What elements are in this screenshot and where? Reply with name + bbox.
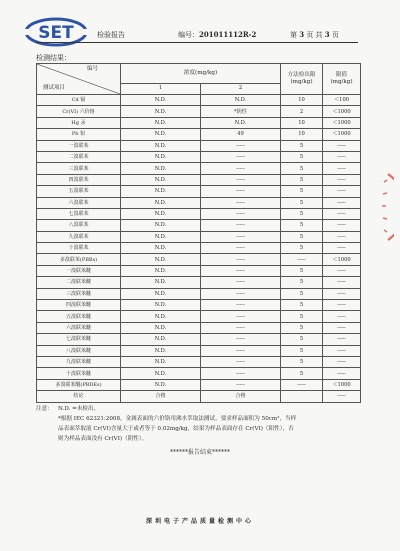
item-cell: Cr(VI) 六价铬 — [37, 106, 121, 117]
value-2-cell: ----- — [201, 186, 281, 197]
item-cell: 四溴联苯 — [37, 174, 121, 185]
table-row — [37, 129, 361, 140]
item-cell: Pb 铅 — [37, 129, 121, 140]
value-1-cell: N.D. — [121, 334, 201, 345]
table-row — [37, 231, 361, 242]
page-middle: 页 共 — [304, 31, 325, 39]
value-1-cell: N.D. — [121, 163, 201, 174]
table-row — [37, 174, 361, 185]
value-2-cell: ----- — [201, 379, 281, 390]
section-label: 检测结果： — [36, 54, 71, 62]
table-row — [37, 220, 361, 231]
mdl-cell: 5 — [281, 368, 323, 379]
page-suffix: 页 — [329, 31, 339, 39]
note-line-1: N.D. =未检出。 — [58, 406, 100, 412]
page-current: 3 — [299, 30, 305, 39]
value-2-cell: ----- — [201, 288, 281, 299]
value-2-cell: ----- — [201, 163, 281, 174]
value-2-cell: 合格 — [201, 391, 281, 402]
report-number-value: 201011112R-2 — [199, 30, 257, 39]
item-cell: 结论 — [37, 391, 121, 402]
value-1-cell: N.D. — [121, 186, 201, 197]
results-body — [37, 95, 361, 403]
mdl-cell: 5 — [281, 186, 323, 197]
limit-cell: ----- — [323, 186, 361, 197]
item-cell: 四溴联苯醚 — [37, 300, 121, 311]
value-1-cell: N.D. — [121, 140, 201, 151]
item-cell: 九溴联苯醚 — [37, 356, 121, 367]
corner-top-label: 编号 — [86, 66, 98, 72]
limit-cell: ----- — [323, 140, 361, 151]
value-2-cell: ----- — [201, 243, 281, 254]
value-1-cell: N.D. — [121, 129, 201, 140]
value-1-cell: N.D. — [121, 243, 201, 254]
value-2-cell: 49 — [201, 129, 281, 140]
mdl-cell: 5 — [281, 345, 323, 356]
mdl-cell: 10 — [281, 117, 323, 128]
value-2-cell: ----- — [201, 208, 281, 219]
mdl-cell — [281, 391, 323, 402]
page-prefix: 第 — [290, 31, 300, 39]
limit-header-line2: (mg/kg) — [330, 79, 353, 85]
item-cell: 二溴联苯 — [37, 151, 121, 162]
value-1-cell: N.D. — [121, 197, 201, 208]
item-cell: 一溴联苯 — [37, 140, 121, 151]
value-2-cell: ----- — [201, 356, 281, 367]
item-cell: 多溴联苯(PBBs) — [37, 254, 121, 265]
value-2-cell: ----- — [201, 151, 281, 162]
table-row — [37, 208, 361, 219]
table-row — [37, 379, 361, 390]
mdl-cell: ----- — [281, 379, 323, 390]
mdl-header-line2: (mg/kg) — [290, 79, 313, 85]
value-1-cell: N.D. — [121, 254, 201, 265]
item-cell: 三溴联苯 — [37, 163, 121, 174]
item-cell: 五溴联苯醚 — [37, 311, 121, 322]
limit-cell: ----- — [323, 277, 361, 288]
item-cell: 一溴联苯醚 — [37, 265, 121, 276]
item-cell: Cd 镉 — [37, 95, 121, 106]
value-1-cell: N.D. — [121, 220, 201, 231]
item-cell: 二溴联苯醚 — [37, 277, 121, 288]
table-row — [37, 243, 361, 254]
note-line-3: 品表面萃取液 Cr(VI)含量大于或者等于 0.02mg/kg，结果为样品表面存在 Cr(VI)（阳性），否 — [58, 426, 294, 432]
item-cell: Hg 汞 — [37, 117, 121, 128]
limit-cell: ＜1000 — [323, 379, 361, 390]
table-row — [37, 356, 361, 367]
limit-cell: ----- — [323, 391, 361, 402]
value-1-cell: 合格 — [121, 391, 201, 402]
value-1-cell: N.D. — [121, 151, 201, 162]
value-1-cell: N.D. — [121, 345, 201, 356]
item-cell: 十溴联苯醚 — [37, 368, 121, 379]
table-row — [37, 95, 361, 106]
value-1-cell: N.D. — [121, 379, 201, 390]
item-cell: 十溴联苯 — [37, 243, 121, 254]
table-row — [37, 197, 361, 208]
item-cell: 六溴联苯 — [37, 197, 121, 208]
item-cell: 九溴联苯 — [37, 231, 121, 242]
mdl-cell: 5 — [281, 151, 323, 162]
table-row — [37, 334, 361, 345]
limit-cell: ----- — [323, 163, 361, 174]
item-cell: 七溴联苯 — [37, 208, 121, 219]
item-cell: 八溴联苯 — [37, 220, 121, 231]
note-line-4: 则为样品表面没有 Cr(VI)（阴性）。 — [58, 436, 148, 442]
value-2-cell: ----- — [201, 311, 281, 322]
value-2-cell: ----- — [201, 174, 281, 185]
mdl-cell: 2 — [281, 106, 323, 117]
mdl-cell: 5 — [281, 300, 323, 311]
limit-header — [323, 64, 361, 95]
report-end-mark: ******报告结束****** — [169, 449, 230, 456]
limit-cell: ----- — [323, 300, 361, 311]
value-2-cell: N.D. — [201, 95, 281, 106]
value-1-cell: N.D. — [121, 288, 201, 299]
mdl-header-line1: 方法检出限 — [287, 71, 316, 78]
value-1-cell: N.D. — [121, 277, 201, 288]
report-number — [178, 30, 256, 40]
value-2-cell: ----- — [201, 140, 281, 151]
limit-cell: ----- — [323, 174, 361, 185]
value-1-cell: N.D. — [121, 174, 201, 185]
limit-cell: ----- — [323, 368, 361, 379]
value-1-cell: N.D. — [121, 231, 201, 242]
item-cell: 六溴联苯醚 — [37, 322, 121, 333]
value-2-cell: ----- — [201, 197, 281, 208]
mdl-cell: 5 — [281, 197, 323, 208]
limit-cell: ----- — [323, 345, 361, 356]
page-total: 3 — [324, 30, 330, 39]
col2-header: 2 — [201, 84, 281, 95]
mdl-cell: 5 — [281, 288, 323, 299]
table-row — [37, 391, 361, 402]
limit-cell: ----- — [323, 231, 361, 242]
value-2-cell: ----- — [201, 254, 281, 265]
table-row — [37, 106, 361, 117]
table-row — [37, 163, 361, 174]
value-2-cell: ----- — [201, 345, 281, 356]
mdl-header — [281, 64, 323, 95]
item-cell: 五溴联苯 — [37, 186, 121, 197]
mdl-cell: ----- — [281, 254, 323, 265]
value-2-cell: ----- — [201, 300, 281, 311]
limit-cell: ----- — [323, 220, 361, 231]
value-2-cell: ----- — [201, 334, 281, 345]
limit-cell: ----- — [323, 288, 361, 299]
report-number-label: 编号： — [178, 31, 199, 39]
results-table — [36, 63, 361, 403]
mdl-cell: 5 — [281, 243, 323, 254]
limit-cell: ----- — [323, 197, 361, 208]
page-indicator — [290, 30, 339, 40]
mdl-cell: 5 — [281, 277, 323, 288]
mdl-cell: 10 — [281, 129, 323, 140]
value-1-cell: N.D. — [121, 368, 201, 379]
value-1-cell: N.D. — [121, 95, 201, 106]
table-row — [37, 345, 361, 356]
value-1-cell: N.D. — [121, 322, 201, 333]
value-2-cell: N.D. — [201, 117, 281, 128]
value-2-cell: ----- — [201, 231, 281, 242]
limit-cell: ＜1000 — [323, 129, 361, 140]
mdl-cell: 5 — [281, 163, 323, 174]
value-2-cell: *阴性 — [201, 106, 281, 117]
value-1-cell: N.D. — [121, 106, 201, 117]
mdl-cell: 5 — [281, 265, 323, 276]
limit-cell: ＜1000 — [323, 106, 361, 117]
limit-header-line1: 限值 — [335, 71, 348, 78]
logo-text: SET — [38, 23, 74, 43]
table-row — [37, 140, 361, 151]
seal-stamp — [368, 172, 394, 242]
col1-header: 1 — [121, 84, 201, 95]
mdl-cell: 5 — [281, 231, 323, 242]
limit-cell: ----- — [323, 243, 361, 254]
conc-header: 浓度(mg/kg) — [121, 64, 281, 84]
mdl-cell: 5 — [281, 220, 323, 231]
limit-cell: ----- — [323, 311, 361, 322]
limit-cell: ----- — [323, 356, 361, 367]
value-1-cell: N.D. — [121, 356, 201, 367]
table-row — [37, 117, 361, 128]
item-cell: 八溴联苯醚 — [37, 345, 121, 356]
mdl-cell: 5 — [281, 140, 323, 151]
table-row — [37, 265, 361, 276]
value-2-cell: ----- — [201, 322, 281, 333]
value-2-cell: ----- — [201, 220, 281, 231]
table-row — [37, 186, 361, 197]
item-cell: 三溴联苯醚 — [37, 288, 121, 299]
mdl-cell: 5 — [281, 174, 323, 185]
table-row — [37, 300, 361, 311]
table-row — [37, 368, 361, 379]
notes-label: 注意： — [36, 406, 53, 412]
limit-cell: ＜1000 — [323, 117, 361, 128]
limit-cell: ----- — [323, 265, 361, 276]
notes — [36, 404, 366, 444]
value-2-cell: ----- — [201, 265, 281, 276]
limit-cell: ＜1000 — [323, 254, 361, 265]
mdl-cell: 10 — [281, 95, 323, 106]
table-row — [37, 322, 361, 333]
table-row — [37, 311, 361, 322]
table-row — [37, 277, 361, 288]
value-2-cell: ----- — [201, 368, 281, 379]
footer-org: 深圳电子产品质量检测中心 — [145, 518, 254, 525]
limit-cell: ----- — [323, 151, 361, 162]
header-divider — [36, 42, 358, 43]
corner-bottom-label: 测试项目 — [43, 84, 66, 91]
limit-cell: ＜100 — [323, 95, 361, 106]
mdl-cell: 5 — [281, 311, 323, 322]
item-cell: 七溴联苯醚 — [37, 334, 121, 345]
limit-cell: ----- — [323, 322, 361, 333]
limit-cell: ----- — [323, 208, 361, 219]
corner-header — [37, 64, 121, 95]
mdl-cell: 5 — [281, 208, 323, 219]
table-row — [37, 254, 361, 265]
report-type: 检验报告 — [97, 31, 125, 39]
table-row — [37, 288, 361, 299]
limit-cell: ----- — [323, 334, 361, 345]
value-1-cell: N.D. — [121, 311, 201, 322]
mdl-cell: 5 — [281, 356, 323, 367]
mdl-cell: 5 — [281, 322, 323, 333]
value-1-cell: N.D. — [121, 208, 201, 219]
value-1-cell: N.D. — [121, 300, 201, 311]
note-line-2: *根据 IEC 62321:2008，金属表面的六价铬用沸水萃取法测试，要求样品面积为 50cm²，当样 — [58, 416, 297, 422]
table-row — [37, 151, 361, 162]
value-1-cell: N.D. — [121, 265, 201, 276]
value-2-cell: ----- — [201, 277, 281, 288]
item-cell: 多溴联苯醚(PBDEs) — [37, 379, 121, 390]
mdl-cell: 5 — [281, 334, 323, 345]
value-1-cell: N.D. — [121, 117, 201, 128]
